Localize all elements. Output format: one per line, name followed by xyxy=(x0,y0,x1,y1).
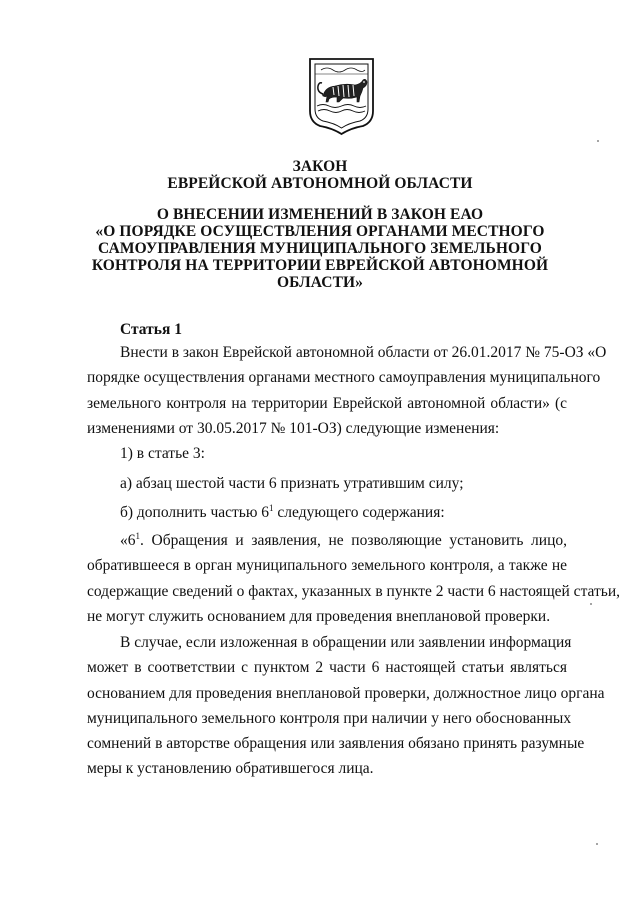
quote-paragraph-1 xyxy=(87,528,621,629)
law-subtitle-line: ОБЛАСТИ» xyxy=(276,274,364,291)
item-b-suffix: следующего содержания: xyxy=(273,504,445,521)
law-subtitle-line: «О ПОРЯДКЕ ОСУЩЕСТВЛЕНИЯ ОРГАНАМИ МЕСТНОГО xyxy=(95,223,545,240)
law-subtitle-line: САМОУПРАВЛЕНИЯ МУНИЦИПАЛЬНОГО ЗЕМЕЛЬНОГО xyxy=(98,240,542,257)
item-a xyxy=(87,471,567,496)
scan-speck xyxy=(597,140,599,142)
item-1 xyxy=(87,441,567,466)
item-b-superscript: 1 xyxy=(269,502,274,513)
quote-superscript: 1 xyxy=(135,530,140,541)
body-line: порядке осуществления органами местного самоуправления муниципального xyxy=(87,369,601,387)
law-title xyxy=(0,158,640,192)
item-b xyxy=(87,500,567,525)
body-line: изменениями от 30.05.2017 № 101-ОЗ) следующие изменения: xyxy=(87,419,500,437)
scan-speck xyxy=(596,843,598,845)
body-line: В случае, если изложенная в обращении или заявлении информация xyxy=(120,634,572,651)
body-line: может в соответствии с пунктом 2 части 6 настоящей статьи являться xyxy=(87,659,567,677)
body-line: земельного контроля на территории Еврейской автономной области» (с xyxy=(87,394,567,412)
body-line: муниципального земельного контроля при наличии у него обоснованных xyxy=(87,709,572,727)
body-line: 1) в статье 3: xyxy=(120,445,205,462)
coat-of-arms-emblem xyxy=(307,56,376,136)
intro-paragraph xyxy=(87,340,607,441)
law-subtitle-line: О ВНЕСЕНИИ ИЗМЕНЕНИЙ В ЗАКОН ЕАО xyxy=(156,206,484,223)
body-line xyxy=(120,528,567,553)
law-title-line-1: ЗАКОН xyxy=(292,158,348,175)
body-line: меры к установлению обратившегося лица. xyxy=(87,760,374,778)
quote-paragraph-2 xyxy=(87,630,605,782)
scan-speck xyxy=(590,603,592,605)
law-subtitle-line: КОНТРОЛЯ НА ТЕРРИТОРИИ ЕВРЕЙСКОЙ АВТОНОМНОЙ xyxy=(91,257,549,274)
law-subtitle xyxy=(0,206,640,291)
quote-first-line-text: . Обращения и заявления, не позволяющие установить лицо, xyxy=(140,532,567,549)
body-line: Внести в закон Еврейской автономной области от 26.01.2017 № 75-ОЗ «О xyxy=(120,344,607,361)
body-line: обратившееся в орган муниципального земельного контроля, а также не xyxy=(87,557,567,575)
body-line: а) абзац шестой части 6 признать утратившим силу; xyxy=(120,475,464,492)
article-heading: Статья 1 xyxy=(120,321,182,338)
body-line xyxy=(120,500,567,525)
item-b-prefix: б) дополнить частью 6 xyxy=(120,504,270,521)
body-line: сомнений в авторстве обращения или заявления обязано принять разумные xyxy=(87,735,585,753)
law-title-line-2: ЕВРЕЙСКОЙ АВТОНОМНОЙ ОБЛАСТИ xyxy=(167,175,473,192)
body-line: не могут служить основанием для проведения внеплановой проверки. xyxy=(87,607,551,625)
body-line: содержащие сведений о фактах, указанных в пункте 2 части 6 настоящей статьи, xyxy=(87,582,621,600)
body-line: основанием для проведения внеплановой проверки, должностное лицо органа xyxy=(87,684,605,702)
quote-prefix: «6 xyxy=(120,532,136,549)
